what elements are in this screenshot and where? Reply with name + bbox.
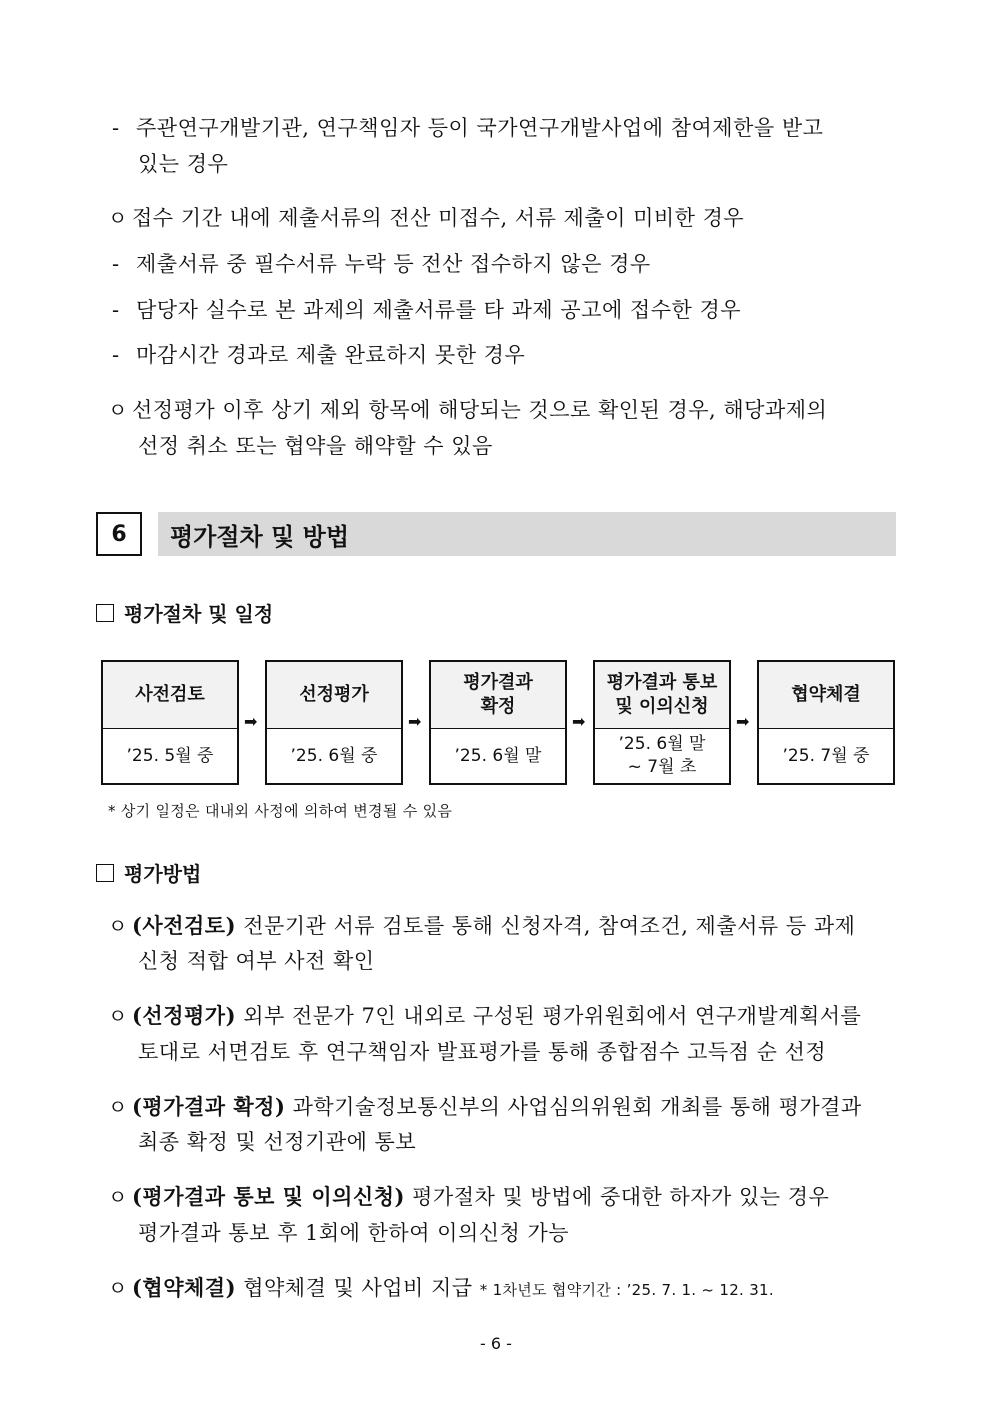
dash-item-1-cont: 있는 경우 (138, 152, 229, 176)
dash-marker: - (112, 298, 120, 322)
dash-marker: - (112, 116, 120, 140)
step-date: ’25. 6월 말 ~ 7월 초 (618, 734, 706, 777)
step-date: ’25. 6월 중 (290, 745, 378, 766)
method-item-5: ㅇ (협약체결) 협약체결 및 사업비 지급 * 1차년도 협약기간 : ’25. 7. 1. ~ 12. 31. (108, 1270, 774, 1308)
method-item-2-cont: 토대로 서면검토 후 연구책임자 발표평가를 통해 종합점수 고득점 순 선정 (138, 1040, 827, 1064)
method-keyword: (사전검토) (132, 913, 237, 938)
dash-item-2: - 제출서류 중 필수서류 누락 등 전산 접수하지 않은 경우 (112, 246, 651, 282)
step-name: 협약체결 (759, 662, 893, 729)
method-item-4: ㅇ (평가결과 통보 및 이의신청) 평가절차 및 방법에 중대한 하자가 있는 경우 (108, 1179, 829, 1215)
step-box-5 (757, 660, 895, 785)
section-title: 평가절차 및 방법 (158, 512, 896, 556)
arrow-right-icon: ➡ (408, 712, 422, 731)
section-number: 6 (96, 512, 142, 556)
circle-bullet: ㅇ (108, 1095, 128, 1119)
step-box-3 (429, 660, 567, 785)
circle-bullet: ㅇ (108, 206, 128, 230)
circle-item-2: ㅇ 선정평가 이후 상기 제외 항목에 해당되는 것으로 확인된 경우, 해당과제의 (108, 392, 827, 428)
method-item-2: ㅇ (선정평가) 외부 전문가 7인 내외로 구성된 평가위원회에서 연구개발계획서를 (108, 998, 861, 1034)
circle-bullet: ㅇ (108, 1004, 128, 1028)
step-box-1 (101, 660, 239, 785)
arrow-right-icon: ➡ (572, 712, 586, 731)
method-keyword: (협약체결) (132, 1275, 237, 1300)
dash-item-3: - 담당자 실수로 본 과제의 제출서류를 타 과제 공고에 접수한 경우 (112, 292, 741, 328)
method-item-1: ㅇ (사전검토) 전문기관 서류 검토를 통해 신청자격, 참여조건, 제출서류 등 과제 (108, 908, 855, 944)
schedule-heading: 평가절차 및 일정 (96, 598, 273, 627)
method-heading: 평가방법 (96, 858, 201, 887)
circle-item-2-cont: 선정 취소 또는 협약을 해약할 수 있음 (138, 434, 493, 458)
step-name: 평가결과 통보 및 이의신청 (595, 662, 729, 729)
step-name: 선정평가 (267, 662, 401, 729)
circle-bullet: ㅇ (108, 398, 128, 422)
step-date: ’25. 6월 말 (454, 745, 542, 766)
method-keyword: (평가결과 통보 및 이의신청) (132, 1184, 405, 1209)
method-keyword: (평가결과 확정) (132, 1094, 286, 1119)
schedule-note: * 상기 일정은 대내외 사정에 의하여 변경될 수 있음 (108, 802, 453, 820)
circle-bullet: ㅇ (108, 1276, 128, 1300)
circle-bullet: ㅇ (108, 914, 128, 938)
step-name: 평가결과 확정 (431, 662, 565, 729)
method-item-1-cont: 신청 적합 여부 사전 확인 (138, 949, 375, 973)
circle-item-1: ㅇ 접수 기간 내에 제출서류의 전산 미접수, 서류 제출이 미비한 경우 (108, 200, 744, 236)
step-date: ’25. 5월 중 (126, 745, 214, 766)
method-item-4-cont: 평가결과 통보 후 1회에 한하여 이의신청 가능 (138, 1221, 570, 1245)
dash-marker: - (112, 252, 120, 276)
step-box-4 (593, 660, 731, 785)
dash-item-4: - 마감시간 경과로 제출 완료하지 못한 경우 (112, 337, 525, 373)
checkbox-icon (96, 604, 114, 622)
dash-item-1: - 주관연구개발기관, 연구책임자 등이 국가연구개발사업에 참여제한을 받고 (112, 110, 823, 146)
checkbox-icon (96, 864, 114, 882)
method-keyword: (선정평가) (132, 1003, 237, 1028)
step-date: ’25. 7월 중 (782, 745, 870, 766)
circle-bullet: ㅇ (108, 1185, 128, 1209)
method-item-3: ㅇ (평가결과 확정) 과학기술정보통신부의 사업심의위원회 개최를 통해 평가결과 (108, 1089, 862, 1125)
step-name: 사전검토 (103, 662, 237, 729)
step-box-2 (265, 660, 403, 785)
arrow-right-icon: ➡ (736, 712, 750, 731)
page-number: - 6 - (480, 1334, 512, 1353)
method-item-3-cont: 최종 확정 및 선정기관에 통보 (138, 1130, 417, 1154)
contract-period-note: * 1차년도 협약기간 : ’25. 7. 1. ~ 12. 31. (479, 1281, 774, 1299)
dash-marker: - (112, 343, 120, 367)
arrow-right-icon: ➡ (244, 712, 258, 731)
